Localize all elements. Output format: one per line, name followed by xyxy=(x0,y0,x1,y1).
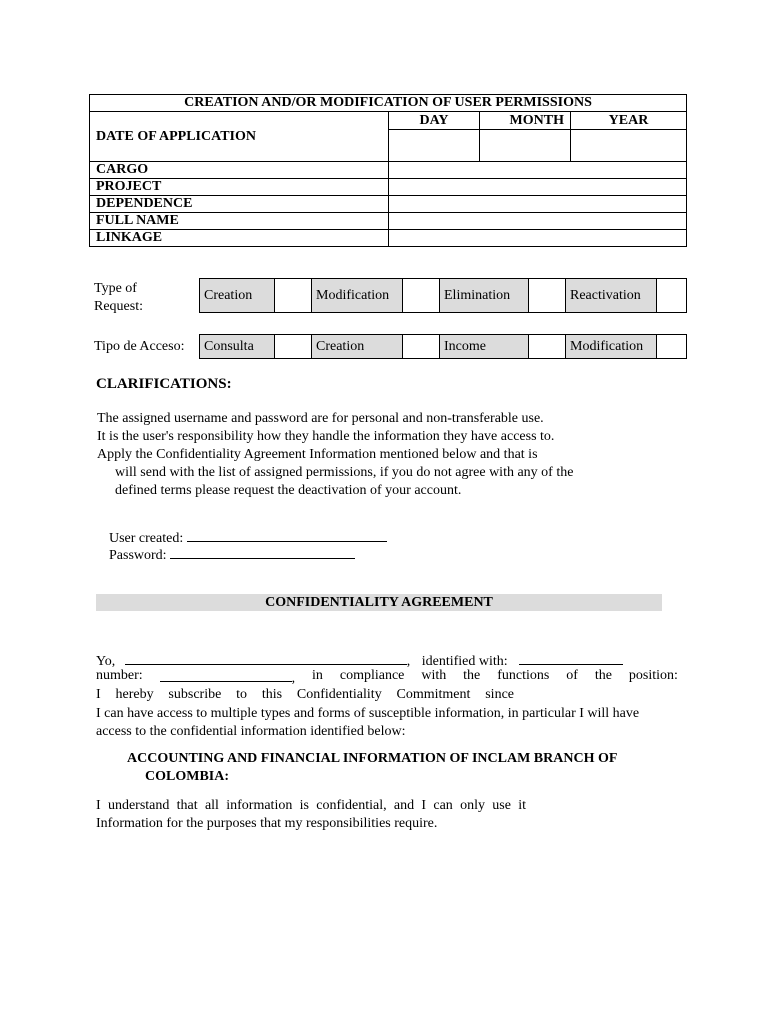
month-field[interactable] xyxy=(480,130,571,162)
day-header: DAY xyxy=(389,112,480,130)
clarification-item xyxy=(97,410,697,428)
text-word: the xyxy=(594,668,612,683)
yo-label: Yo, xyxy=(96,654,116,669)
request-type-label-line1: Type of xyxy=(94,281,137,296)
understand-line1: I understand that all information is confidential, and I can only use it xyxy=(96,798,526,813)
request-option-creation: Creation xyxy=(200,279,275,313)
password-row xyxy=(109,544,355,565)
number-blank[interactable] xyxy=(160,667,292,682)
user-created-label: User created: xyxy=(109,531,184,546)
text-word: subscribe xyxy=(168,687,222,702)
agreement-number-line: number: , in compliance with the functions of the position: xyxy=(96,668,678,686)
agreement-subscribe-line xyxy=(96,686,514,704)
project-label: PROJECT xyxy=(90,179,389,196)
access-checkbox-income[interactable] xyxy=(529,335,566,359)
agreement-confidential-line: access to the confidential information identified below: xyxy=(96,724,406,739)
access-checkbox-creation[interactable] xyxy=(403,335,440,359)
text-word: Confidentiality xyxy=(296,687,382,702)
understand-line2: Information for the purposes that my responsibilities require. xyxy=(96,816,438,831)
linkage-label: LINKAGE xyxy=(90,230,389,247)
clarifications-heading: CLARIFICATIONS: xyxy=(96,376,232,392)
access-type-options xyxy=(199,334,687,359)
text-word: to xyxy=(236,687,248,702)
identified-with-label: identified with: xyxy=(421,654,508,669)
clarification-text: The assigned username and password are for personal and non-transferable use. xyxy=(97,411,544,426)
text-word: I xyxy=(96,687,101,702)
identification-blank[interactable] xyxy=(519,650,623,665)
clarification-text: It is the user's responsibility how they handle the information they have access to. xyxy=(97,429,555,444)
date-of-application-label: DATE OF APPLICATION xyxy=(90,112,389,162)
request-checkbox-creation[interactable] xyxy=(275,279,312,313)
clarifications-list xyxy=(97,410,697,500)
year-header: YEAR xyxy=(571,112,687,130)
password-label: Password: xyxy=(109,548,167,563)
request-type-label xyxy=(94,280,143,316)
access-option-creation: Creation xyxy=(312,335,403,359)
text-word: hereby xyxy=(115,687,154,702)
number-label: number: xyxy=(96,668,143,683)
dependence-field[interactable] xyxy=(389,196,687,213)
text-word: this xyxy=(261,687,283,702)
text-word: the xyxy=(463,668,481,683)
year-field[interactable] xyxy=(571,130,687,162)
cargo-label: CARGO xyxy=(90,162,389,179)
request-option-reactivation: Reactivation xyxy=(566,279,657,313)
text-word: in xyxy=(312,668,323,683)
access-option-income: Income xyxy=(440,335,529,359)
accounting-heading xyxy=(127,750,687,786)
agreement-yo-line: Yo, , identified with: xyxy=(96,650,634,671)
text-word: position: xyxy=(628,668,678,683)
text-word: compliance xyxy=(339,668,405,683)
request-type-options xyxy=(199,278,687,313)
request-option-elimination: Elimination xyxy=(440,279,529,313)
request-checkbox-reactivation[interactable] xyxy=(657,279,687,313)
text-word: functions xyxy=(497,668,550,683)
permissions-header-table xyxy=(89,94,687,247)
text-word: with xyxy=(421,668,447,683)
cargo-field[interactable] xyxy=(389,162,687,179)
user-created-line[interactable] xyxy=(187,527,387,542)
request-checkbox-modification[interactable] xyxy=(403,279,440,313)
password-line[interactable] xyxy=(170,544,355,559)
request-checkbox-elimination[interactable] xyxy=(529,279,566,313)
text-word: Commitment xyxy=(396,687,471,702)
request-option-modification: Modification xyxy=(312,279,403,313)
clarification-text: Apply the Confidentiality Agreement Information mentioned below and that is xyxy=(97,447,538,462)
access-checkbox-consulta[interactable] xyxy=(275,335,312,359)
confidentiality-banner: CONFIDENTIALITY AGREEMENT xyxy=(96,594,662,611)
clarification-item xyxy=(97,428,697,446)
clarification-continuation: defined terms please request the deactivation of your account. xyxy=(115,483,462,498)
request-type-label-line2: Request: xyxy=(94,299,143,314)
project-field[interactable] xyxy=(389,179,687,196)
full-name-field[interactable] xyxy=(389,213,687,230)
agreement-access-line: I can have access to multiple types and forms of susceptible information, in particular I will have xyxy=(96,706,640,721)
month-header: MONTH xyxy=(480,112,571,130)
linkage-field[interactable] xyxy=(389,230,687,247)
access-type-label: Tipo de Acceso: xyxy=(94,339,185,354)
dependence-label: DEPENDENCE xyxy=(90,196,389,213)
text-word: since xyxy=(485,687,514,702)
text-word: of xyxy=(566,668,578,683)
day-field[interactable] xyxy=(389,130,480,162)
form-title: CREATION AND/OR MODIFICATION OF USER PERMISSIONS xyxy=(90,95,687,112)
name-blank[interactable] xyxy=(125,650,407,665)
access-checkbox-modification[interactable] xyxy=(657,335,687,359)
clarification-continuation: will send with the list of assigned permissions, if you do not agree with any of the xyxy=(115,465,574,480)
clarification-item xyxy=(97,446,697,464)
full-name-label: FULL NAME xyxy=(90,213,389,230)
accounting-line1: ACCOUNTING AND FINANCIAL INFORMATION OF INCLAM BRANCH OF xyxy=(127,751,618,766)
accounting-line2: COLOMBIA: xyxy=(145,769,229,784)
access-option-modification: Modification xyxy=(566,335,657,359)
access-option-consulta: Consulta xyxy=(200,335,275,359)
